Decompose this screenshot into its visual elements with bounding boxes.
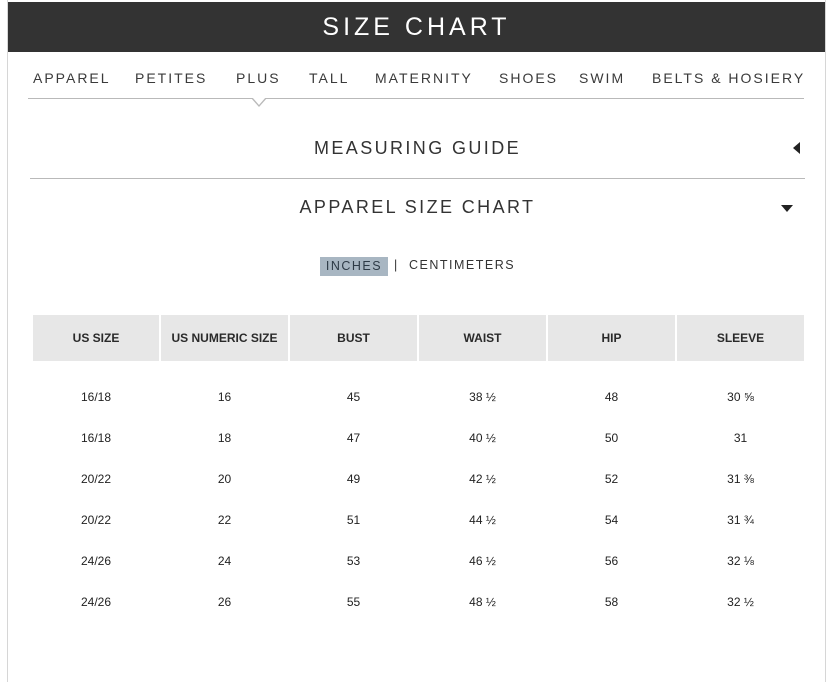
- cell-bust: 51: [346, 512, 361, 527]
- cell-us-size: 20/22: [80, 512, 112, 527]
- nav-item-apparel[interactable]: APPAREL: [33, 70, 111, 86]
- table-row: [33, 499, 804, 540]
- cell-us-numeric-size: 20: [217, 471, 232, 486]
- cell-us-numeric-size: 16: [217, 389, 232, 404]
- nav-item-belts-hosiery[interactable]: BELTS & HOSIERY: [652, 70, 806, 86]
- cell-waist: 40 ½: [469, 430, 496, 445]
- cell-us-numeric-size: 22: [217, 512, 232, 527]
- cell-hip: 52: [604, 471, 619, 486]
- expanded-arrow-icon: [781, 205, 793, 212]
- cell-bust: 47: [346, 430, 361, 445]
- cell-us-numeric-size: 26: [217, 594, 232, 609]
- cell-sleeve: 32 ⅛: [727, 553, 754, 568]
- cell-sleeve: 32 ½: [727, 594, 754, 609]
- header-us-numeric-size: US NUMERIC SIZE: [161, 315, 288, 361]
- header-waist: WAIST: [419, 315, 546, 361]
- title-bar: [8, 2, 825, 52]
- cell-us-numeric-size: 18: [217, 430, 232, 445]
- cell-sleeve: 30 ⅝: [727, 389, 754, 404]
- measuring-guide-label: MEASURING GUIDE: [313, 138, 522, 158]
- header-bust: BUST: [290, 315, 417, 361]
- unit-switcher: [0, 257, 828, 277]
- unit-separator: |: [394, 258, 399, 272]
- table-row: [33, 458, 804, 499]
- nav-item-swim[interactable]: SWIM: [579, 70, 626, 86]
- nav-item-plus[interactable]: PLUS: [236, 70, 281, 86]
- header-sleeve: SLEEVE: [677, 315, 804, 361]
- collapsed-arrow-icon: [793, 142, 800, 154]
- size-table: [31, 315, 806, 622]
- centimeters-toggle[interactable]: CENTIMETERS: [409, 258, 516, 272]
- cell-bust: 53: [346, 553, 361, 568]
- table-header-row: [33, 315, 804, 361]
- cell-sleeve: 31 ¾: [727, 512, 754, 527]
- cell-bust: 55: [346, 594, 361, 609]
- header-us-size: US SIZE: [33, 315, 159, 361]
- cell-sleeve: 31: [733, 430, 748, 445]
- cell-us-numeric-size: 24: [217, 553, 232, 568]
- page-title: SIZE CHART: [322, 12, 511, 41]
- cell-hip: 56: [604, 553, 619, 568]
- table-row: [33, 417, 804, 458]
- cell-bust: 45: [346, 389, 361, 404]
- cell-hip: 50: [604, 430, 619, 445]
- nav-item-maternity[interactable]: MATERNITY: [375, 70, 473, 86]
- cell-hip: 54: [604, 512, 619, 527]
- cell-waist: 38 ½: [469, 389, 496, 404]
- apparel-size-chart-label: APPAREL SIZE CHART: [299, 197, 536, 217]
- cell-us-size: 16/18: [80, 389, 112, 404]
- cell-sleeve: 31 ⅜: [727, 471, 754, 486]
- apparel-size-chart-toggle[interactable]: [30, 197, 805, 227]
- nav-item-petites[interactable]: PETITES: [135, 70, 208, 86]
- header-hip: HIP: [548, 315, 675, 361]
- cell-waist: 44 ½: [469, 512, 496, 527]
- cell-us-size: 24/26: [80, 594, 112, 609]
- table-row: [33, 540, 804, 581]
- inches-toggle[interactable]: INCHES: [320, 257, 388, 276]
- cell-bust: 49: [346, 471, 361, 486]
- measuring-guide-toggle[interactable]: [30, 138, 805, 179]
- cell-us-size: 20/22: [80, 471, 112, 486]
- cell-hip: 48: [604, 389, 619, 404]
- table-row: [33, 581, 804, 622]
- nav-item-tall[interactable]: TALL: [309, 70, 350, 86]
- cell-us-size: 16/18: [80, 430, 112, 445]
- nav-item-shoes[interactable]: SHOES: [499, 70, 559, 86]
- table-row: [33, 361, 804, 417]
- cell-hip: 58: [604, 594, 619, 609]
- cell-waist: 48 ½: [469, 594, 496, 609]
- category-nav: [28, 66, 804, 99]
- cell-waist: 42 ½: [469, 471, 496, 486]
- cell-us-size: 24/26: [80, 553, 112, 568]
- cell-waist: 46 ½: [469, 553, 496, 568]
